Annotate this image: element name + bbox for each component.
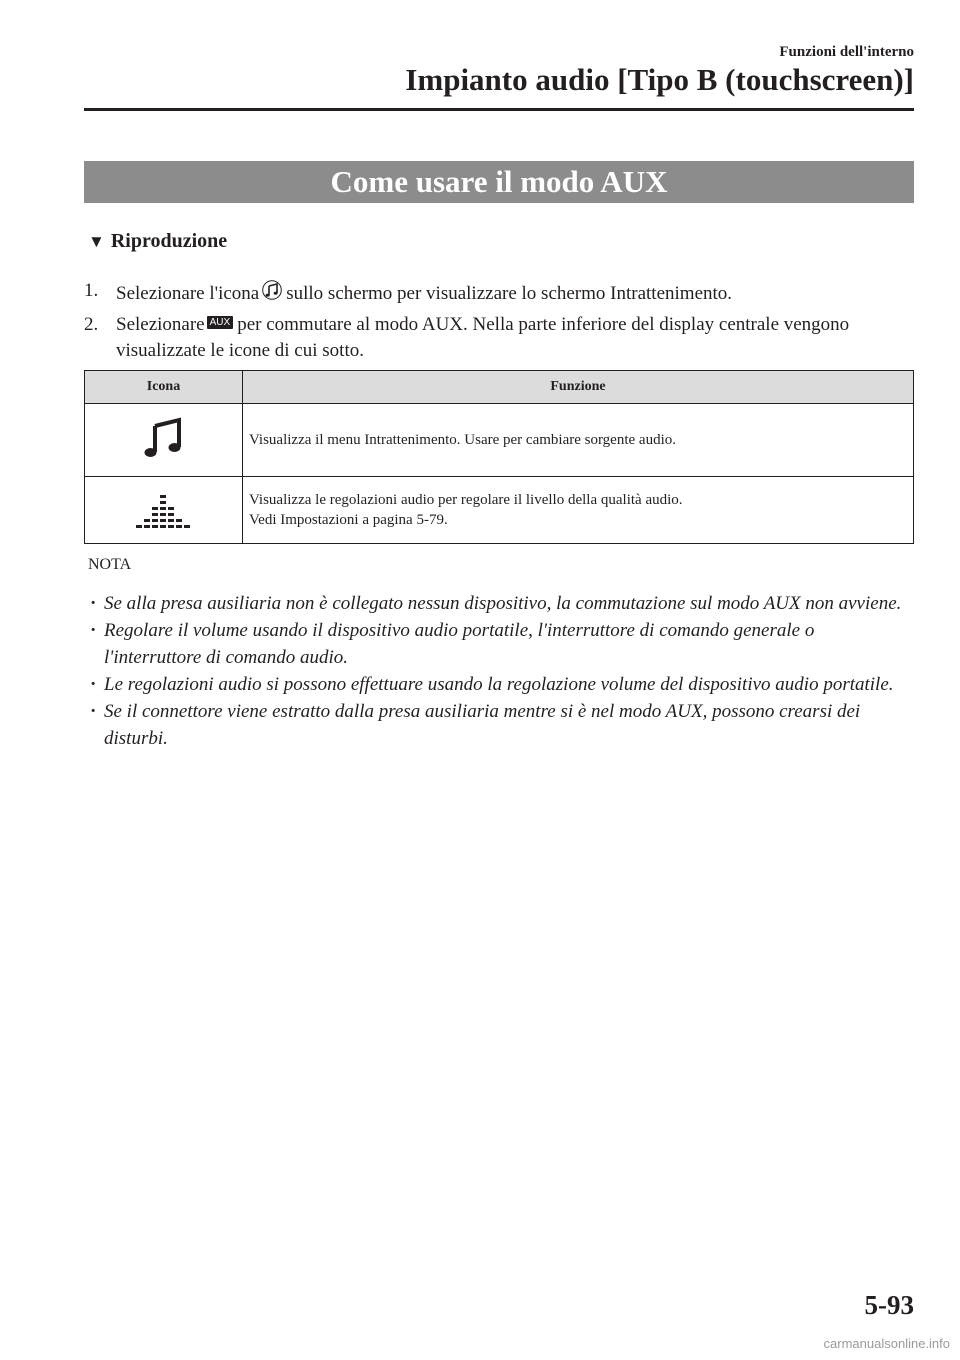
music-note-icon	[141, 448, 187, 464]
step-number: 1.	[84, 280, 99, 301]
note-label: NOTA	[88, 556, 132, 573]
step-2	[84, 312, 924, 364]
section-banner	[84, 161, 914, 203]
function-cell	[243, 404, 914, 477]
function-text: Visualizza il menu Intrattenimento. Usare per cambiare sorgente audio.	[249, 432, 676, 448]
table-header-row	[85, 371, 914, 404]
column-header-icona: Icona	[85, 371, 243, 404]
section-title: Come usare il modo AUX	[330, 164, 668, 199]
table-row	[85, 477, 914, 544]
icon-function-table	[84, 370, 914, 544]
subheading-text: Riproduzione	[110, 230, 228, 252]
step-text: sullo schermo per visualizzare lo schermo Intrattenimento.	[286, 283, 733, 304]
step-number: 2.	[84, 314, 99, 335]
header-title: Impianto audio [Tipo B (touchscreen)]	[405, 62, 914, 97]
steps-list	[84, 278, 924, 366]
music-note-icon	[262, 278, 282, 310]
list-item: · Se il connettore viene estratto dalla presa ausiliaria mentre si è nel modo AUX, possono crearsi dei disturbi.	[88, 698, 908, 752]
icon-cell	[85, 404, 243, 477]
triangle-down-icon: ▼	[88, 232, 105, 251]
page-number: 5-93	[864, 1290, 914, 1320]
watermark: carmanualsonline.info	[823, 1336, 950, 1351]
list-item: · Le regolazioni audio si possono effettuare usando la regolazione volume del dispositivo audio portatile.	[88, 671, 908, 698]
list-item: · Regolare il volume usando il dispositivo audio portatile, l'interruttore di comando generale o l'interruttore di comando audio.	[88, 617, 908, 671]
aux-badge: AUX	[207, 316, 234, 329]
header-chapter: Funzioni dell'interno	[779, 44, 914, 60]
icon-cell	[85, 477, 243, 544]
table-row	[85, 404, 914, 477]
column-header-funzione: Funzione	[243, 371, 914, 404]
header-rule	[84, 108, 914, 111]
list-item: · Se alla presa ausiliaria non è collegato nessun dispositivo, la commutazione sul modo AUX non avviene.	[88, 590, 908, 617]
step-1	[84, 278, 924, 310]
step-text: per commutare al modo AUX. Nella parte inferiore del display centrale vengono visualizzate le icone di cui sotto.	[116, 314, 850, 361]
function-text: Vedi Impostazioni a pagina 5-79.	[249, 512, 448, 528]
function-text: Visualizza le regolazioni audio per regolare il livello della qualità audio.	[249, 492, 683, 508]
subheading	[88, 230, 227, 253]
note-list	[88, 590, 908, 752]
equalizer-icon	[135, 518, 193, 534]
step-text: Selezionare l'icona	[116, 283, 260, 304]
function-cell	[243, 477, 914, 544]
step-text: Selezionare	[116, 314, 205, 335]
